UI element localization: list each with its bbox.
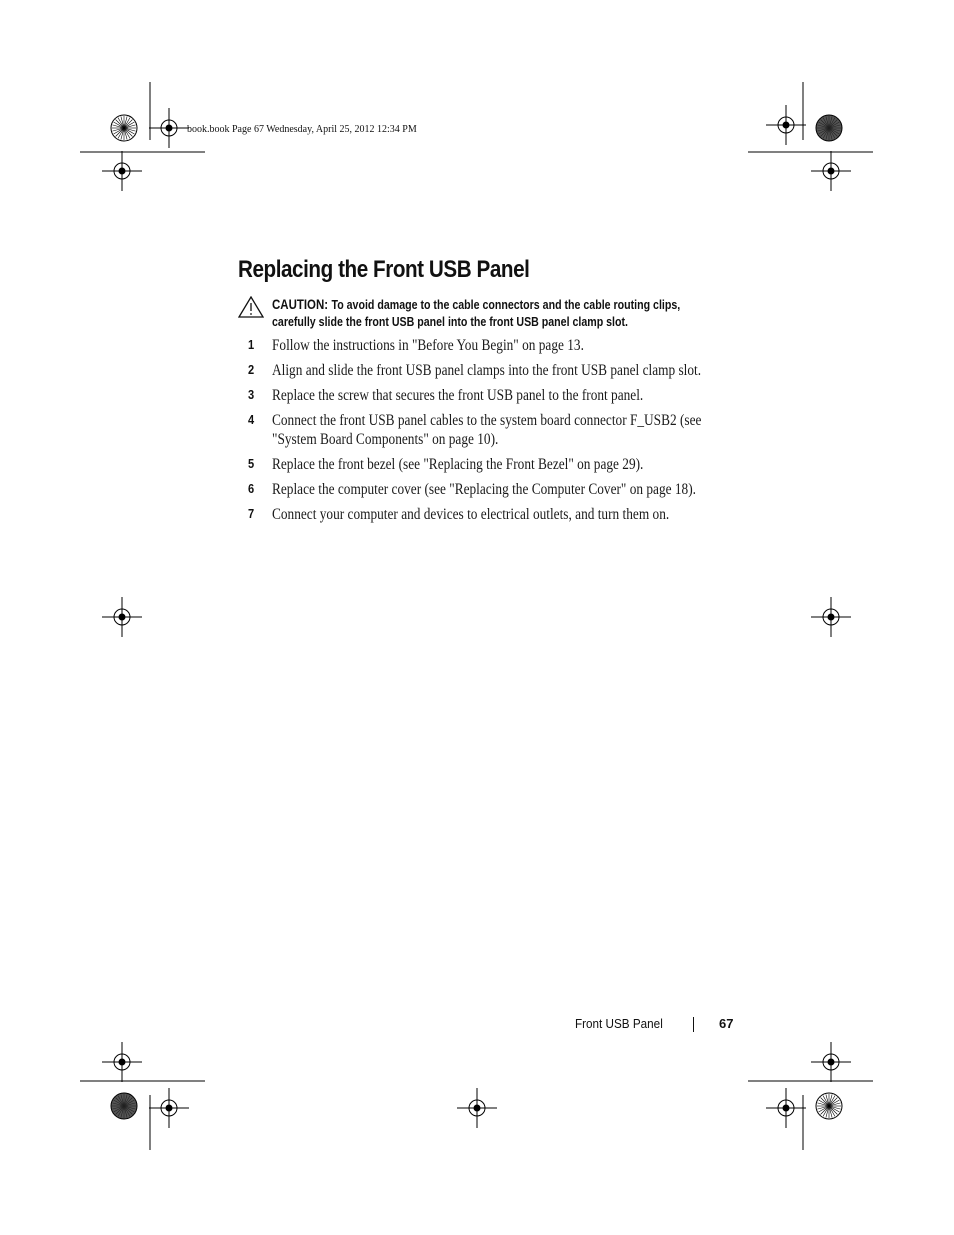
step-number: 6 [248,481,255,496]
registration-dot [783,1105,789,1111]
registration-dot [119,614,125,620]
caution-notice [272,296,748,331]
page-title: Replacing the Front USB Panel [238,256,530,283]
registration-dot [474,1105,480,1111]
registration-dot [828,614,834,620]
step-text: Replace the front bezel (see "Replacing the Front Bezel" on page 29). [272,456,644,473]
step-text: Replace the computer cover (see "Replacing the Computer Cover" on page 18). [272,481,696,498]
caution-text-line1: To avoid damage to the cable connectors and the cable routing clips, [331,298,681,312]
step-item [248,386,748,405]
step-text: Connect the front USB panel cables to the system board connector F_USB2 (see "System Board Components" on page 10). [272,412,702,448]
procedure-steps [248,336,748,530]
step-number: 2 [248,362,255,377]
step-number: 4 [248,412,255,427]
step-number: 3 [248,387,255,402]
caution-text-line2: carefully slide the front USB panel into the front USB panel clamp slot. [272,315,628,329]
caution-label: CAUTION: [272,297,329,312]
step-text: Align and slide the front USB panel clamps into the front USB panel clamp slot. [272,362,702,379]
step-item [248,336,748,355]
step-item [248,411,748,449]
step-item [248,505,748,524]
step-item [248,361,748,380]
step-number: 5 [248,456,255,471]
footer-divider [693,1017,694,1032]
footer-section-name: Front USB Panel [575,1016,663,1031]
step-text: Follow the instructions in "Before You Begin" on page 13. [272,337,584,354]
caution-triangle-icon [238,296,264,318]
step-item [248,480,748,499]
registration-dot [166,125,172,131]
registration-dot [119,168,125,174]
page-number: 67 [719,1016,734,1031]
registration-dot [828,1059,834,1065]
step-item [248,455,748,474]
step-number: 1 [248,337,255,352]
registration-dot [828,168,834,174]
print-header: book.book Page 67 Wednesday, April 25, 2012 12:34 PM [187,124,417,135]
step-text: Replace the screw that secures the front USB panel to the front panel. [272,387,644,404]
step-number: 7 [248,506,255,521]
step-text: Connect your computer and devices to electrical outlets, and turn them on. [272,506,670,523]
registration-dot [166,1105,172,1111]
registration-dot [783,122,789,128]
registration-dot [119,1059,125,1065]
